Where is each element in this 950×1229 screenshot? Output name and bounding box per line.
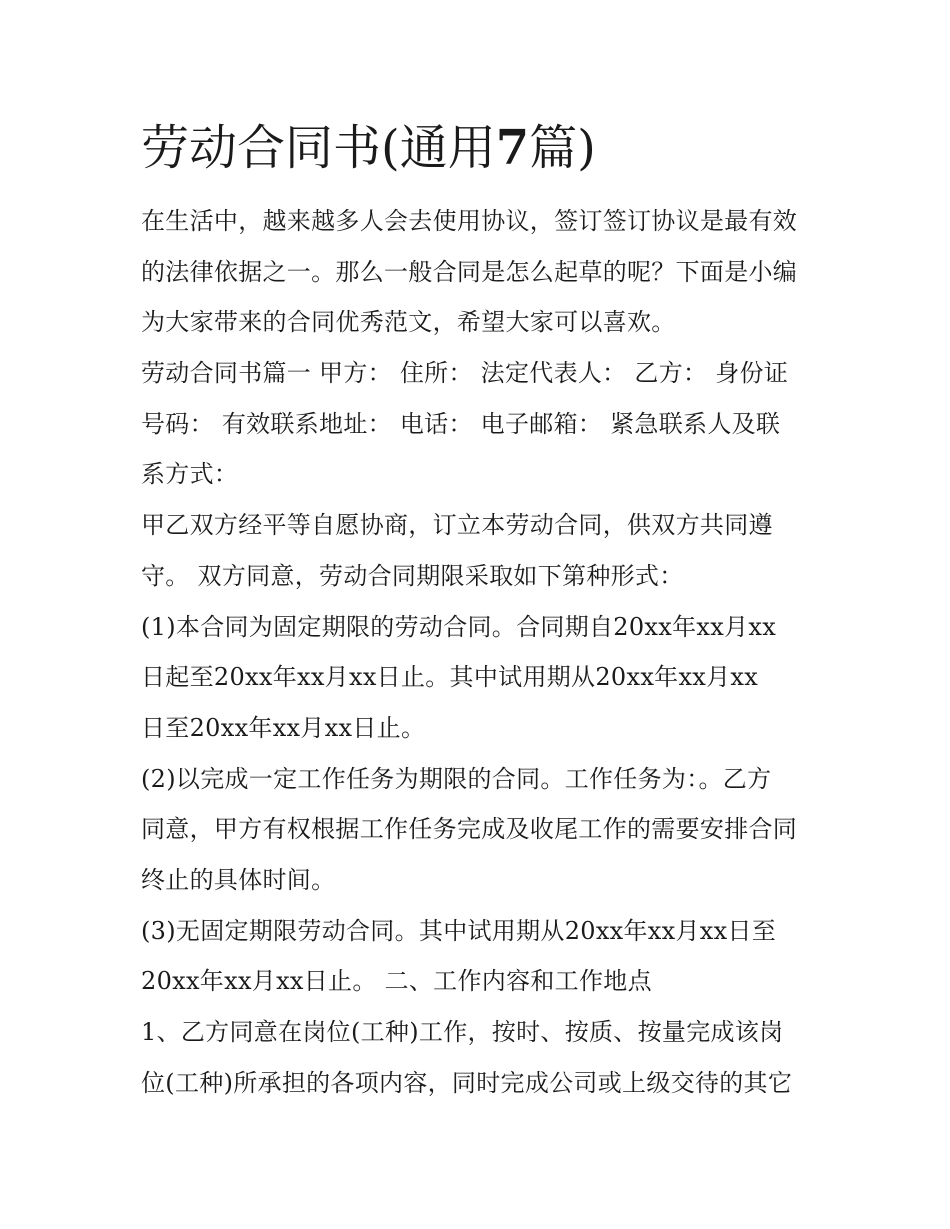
title-text-part-2: 篇) (529, 120, 596, 176)
body-line: 的法律依据之一。那么一般合同是怎么起草的呢？下面是小编 (141, 257, 798, 286)
body-line: 系方式： (141, 460, 239, 489)
body-line: 劳动合同书篇一 甲方： 住所： 法定代表人： 乙方： 身份证 (141, 359, 789, 388)
body-line: 守。 双方同意，劳动合同期限采取如下第种形式： (141, 561, 684, 590)
body-line: 位(工种)所承担的各项内容，同时完成公司或上级交待的其它 (141, 1068, 793, 1097)
title-text-part-1: 劳动合同书(通用 (141, 120, 496, 176)
body-line: 为大家带来的合同优秀范文，希望大家可以喜欢。 (141, 308, 676, 337)
body-line: 日起至20xx年xx月xx日止。其中试用期从20xx年xx月xx (141, 663, 759, 692)
title-number: 7 (495, 120, 530, 176)
body-line: 甲乙双方经平等自愿协商，订立本劳动合同，供双方共同遵 (141, 511, 773, 540)
body-line: 日至20xx年xx月xx日止。 (141, 713, 426, 742)
document-body (141, 196, 821, 1108)
body-line: 终止的具体时间。 (141, 865, 336, 894)
body-line: 1、乙方同意在岗位(工种)工作，按时、按质、按量完成该岗 (141, 1018, 784, 1046)
body-line: 号码： 有效联系地址： 电话： 电子邮箱： 紧急联系人及联 (141, 409, 781, 438)
body-line: (3)无固定期限劳动合同。其中试用期从20xx年xx月xx日至 (141, 916, 777, 945)
document-title (141, 117, 596, 179)
body-line: 在生活中，越来越多人会去使用协议，签订签订协议是最有效 (141, 207, 798, 235)
body-line: (1)本合同为固定期限的劳动合同。合同期自20xx年xx月xx (141, 612, 777, 641)
body-line: 20xx年xx月xx日止。 二、工作内容和工作地点 (141, 967, 652, 996)
body-line: (2)以完成一定工作任务为期限的合同。工作任务为：。乙方 (141, 764, 772, 793)
body-line: 同意，甲方有权根据工作任务完成及收尾工作的需要安排合同 (141, 815, 798, 844)
